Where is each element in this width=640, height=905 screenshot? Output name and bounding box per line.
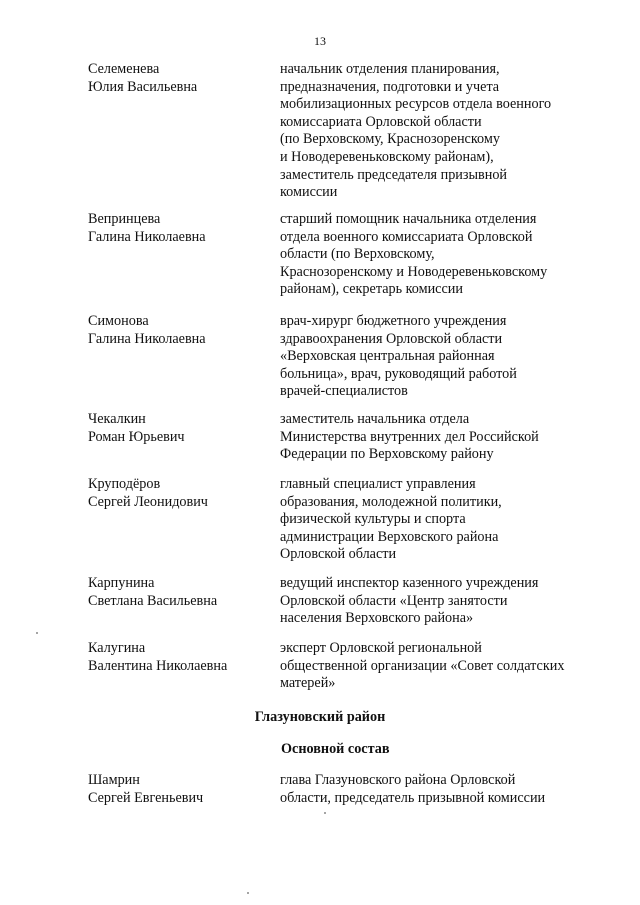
role-line: эксперт Орловской региональной	[280, 640, 482, 656]
role-line: (по Верховскому, Краснозоренскому	[280, 131, 500, 148]
member-entry	[88, 476, 608, 564]
member-entry	[88, 575, 608, 628]
role-line: «Верховская центральная районная	[280, 348, 495, 365]
member-surname: Селеменева	[88, 61, 160, 77]
role-line: области (по Верховскому,	[280, 246, 435, 263]
role-line: врач-хирург бюджетного учреждения	[280, 313, 507, 329]
member-name	[88, 476, 280, 564]
member-name	[88, 411, 280, 464]
section-heading: Основной состав	[281, 741, 390, 757]
member-name	[88, 211, 280, 299]
page-number: 13	[314, 34, 326, 48]
role-line: комиссариата Орловской области	[280, 113, 482, 130]
role-line: заместитель начальника отдела	[280, 411, 470, 427]
role-line: старший помощник начальника отделения	[280, 211, 537, 227]
role-line: матерей»	[280, 675, 336, 692]
scan-speck	[247, 892, 249, 894]
role-line: Министерства внутренних дел Российской	[280, 428, 539, 445]
member-given-name: Галина Николаевна	[88, 228, 206, 245]
role-line: общественной организации «Совет солдатских	[280, 657, 565, 674]
role-line: комиссии	[280, 184, 338, 201]
member-role	[280, 313, 610, 401]
role-line: администрации Верховского района	[280, 528, 499, 545]
role-line: глава Глазуновского района Орловской	[280, 772, 516, 788]
member-entry	[88, 211, 608, 299]
member-given-name: Галина Николаевна	[88, 330, 206, 347]
role-line: ведущий инспектор казенного учреждения	[280, 575, 539, 591]
member-surname: Карпунина	[88, 575, 155, 591]
member-surname: Вепринцева	[88, 211, 161, 227]
member-surname: Круподёров	[88, 476, 161, 492]
member-given-name: Роман Юрьевич	[88, 428, 185, 445]
role-line: Орловской области «Центр занятости	[280, 592, 508, 609]
member-given-name: Светлана Васильевна	[88, 592, 218, 609]
member-name	[88, 313, 280, 401]
member-entry	[88, 61, 608, 202]
role-line: начальник отделения планирования,	[280, 61, 500, 77]
role-line: главный специалист управления	[280, 476, 476, 492]
role-line: и Новодеревеньковскому районам),	[280, 148, 494, 165]
member-surname: Шамрин	[88, 772, 140, 788]
member-entry	[88, 640, 608, 693]
member-name	[88, 61, 280, 202]
role-line: отдела военного комиссариата Орловской	[280, 228, 533, 245]
member-given-name: Сергей Евгеньевич	[88, 789, 204, 806]
role-line: мобилизационных ресурсов отдела военного	[280, 96, 552, 113]
member-role	[280, 772, 610, 807]
scan-speck	[324, 812, 326, 814]
role-line: населения Верховского района»	[280, 610, 474, 627]
member-role	[280, 61, 610, 202]
member-surname: Симонова	[88, 313, 149, 329]
member-role	[280, 211, 610, 299]
member-surname: Калугина	[88, 640, 146, 656]
member-role	[280, 476, 610, 564]
member-name	[88, 772, 280, 807]
role-line: образования, молодежной политики,	[280, 493, 502, 510]
role-line: врачей-специалистов	[280, 383, 408, 400]
role-line: районам), секретарь комиссии	[280, 281, 463, 298]
role-line: здравоохранения Орловской области	[280, 330, 503, 347]
role-line: Орловской области	[280, 546, 397, 563]
district-heading: Глазуновский район	[254, 709, 386, 725]
member-entry	[88, 313, 608, 401]
role-line: Федерации по Верховскому району	[280, 446, 494, 463]
role-line: заместитель председателя призывной	[280, 166, 507, 183]
member-entry	[88, 772, 608, 807]
role-line: предназначения, подготовки и учета	[280, 78, 500, 95]
member-role	[280, 640, 610, 693]
member-given-name: Юлия Васильевна	[88, 78, 198, 95]
role-line: области, председатель призывной комиссии	[280, 789, 546, 806]
member-name	[88, 575, 280, 628]
member-given-name: Сергей Леонидович	[88, 493, 208, 510]
member-surname: Чекалкин	[88, 411, 146, 427]
role-line: физической культуры и спорта	[280, 511, 466, 528]
role-line: больница», врач, руководящий работой	[280, 365, 517, 382]
member-role	[280, 575, 610, 628]
scan-speck	[36, 632, 38, 634]
member-name	[88, 640, 280, 693]
role-line: Краснозоренскому и Новодеревеньковскому	[280, 263, 548, 280]
member-given-name: Валентина Николаевна	[88, 657, 228, 674]
member-entry	[88, 411, 608, 464]
member-role	[280, 411, 610, 464]
